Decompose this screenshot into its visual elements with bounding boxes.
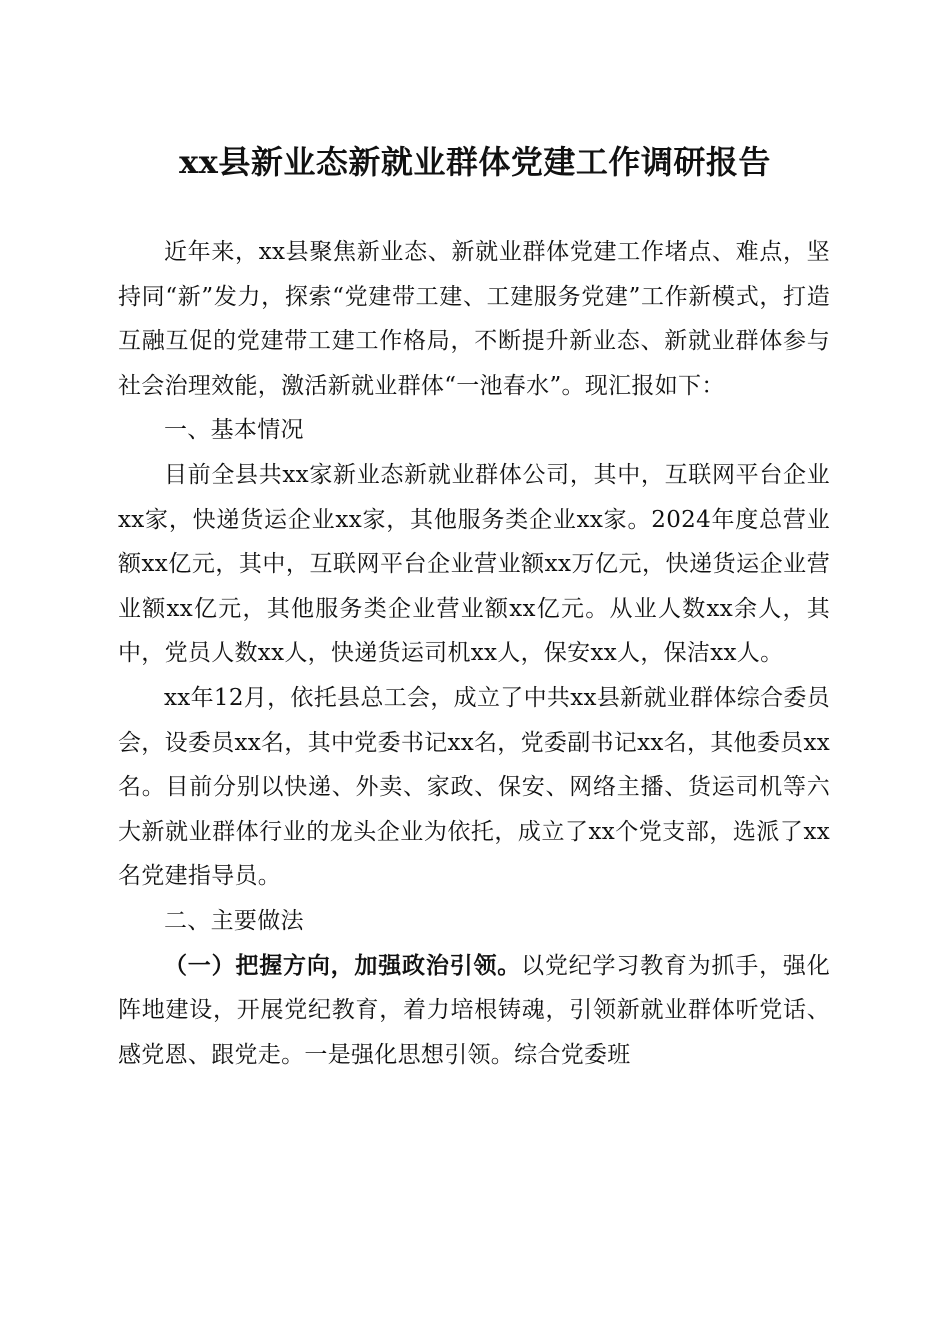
sub-heading-political-guidance: （一）把握方向，加强政治引领。 xyxy=(164,951,522,979)
section-heading-basic-situation: 一、基本情况 xyxy=(164,417,304,444)
basic-situation-paragraph-2: xx年12月，依托县总工会，成立了中共xx县新就业群体综合委员会，设委员xx名，其中党委书记xx名，党委副书记xx名，其他委员xx名。目前分别以快递、外卖、家政、保安、网络主播、货运司机等六大新就业群体行业的龙头企业为依托，成立了xx个党支部，选派了xx名党建指导员。 xyxy=(118,684,830,890)
document-body xyxy=(118,230,830,1077)
political-guidance-text: 以党纪学习教育为抓手，强化阵地建设，开展党纪教育，着力培根铸魂，引领新就业群体听党话、感党恩、跟党走。一是强化思想引领。综合党委班 xyxy=(118,952,831,1068)
main-practices-paragraph-1 xyxy=(118,944,830,1078)
document-title: xx县新业态新就业群体党建工作调研报告 xyxy=(179,143,771,181)
intro-paragraph: 近年来，xx县聚焦新业态、新就业群体党建工作堵点、难点，坚持同“新”发力，探索“党建带工建、工建服务党建”工作新模式，打造互融互促的党建带工建工作格局，不断提升新业态、新就业群体参与社会治理效能，激活新就业群体“一池春水”。现汇报如下： xyxy=(118,239,830,399)
section-heading-main-practices: 二、主要做法 xyxy=(164,907,304,934)
basic-situation-paragraph-1: 目前全县共xx家新业态新就业群体公司，其中，互联网平台企业xx家，快递货运企业xx家，其他服务类企业xx家。2024年度总营业额xx亿元，其中，互联网平台企业营业额xx万亿元，快递货运企业营业额xx亿元，其他服务类企业营业额xx亿元。从业人数xx余人，其中，党员人数xx人，快递货运司机xx人，保安xx人，保洁xx人。 xyxy=(118,461,830,667)
